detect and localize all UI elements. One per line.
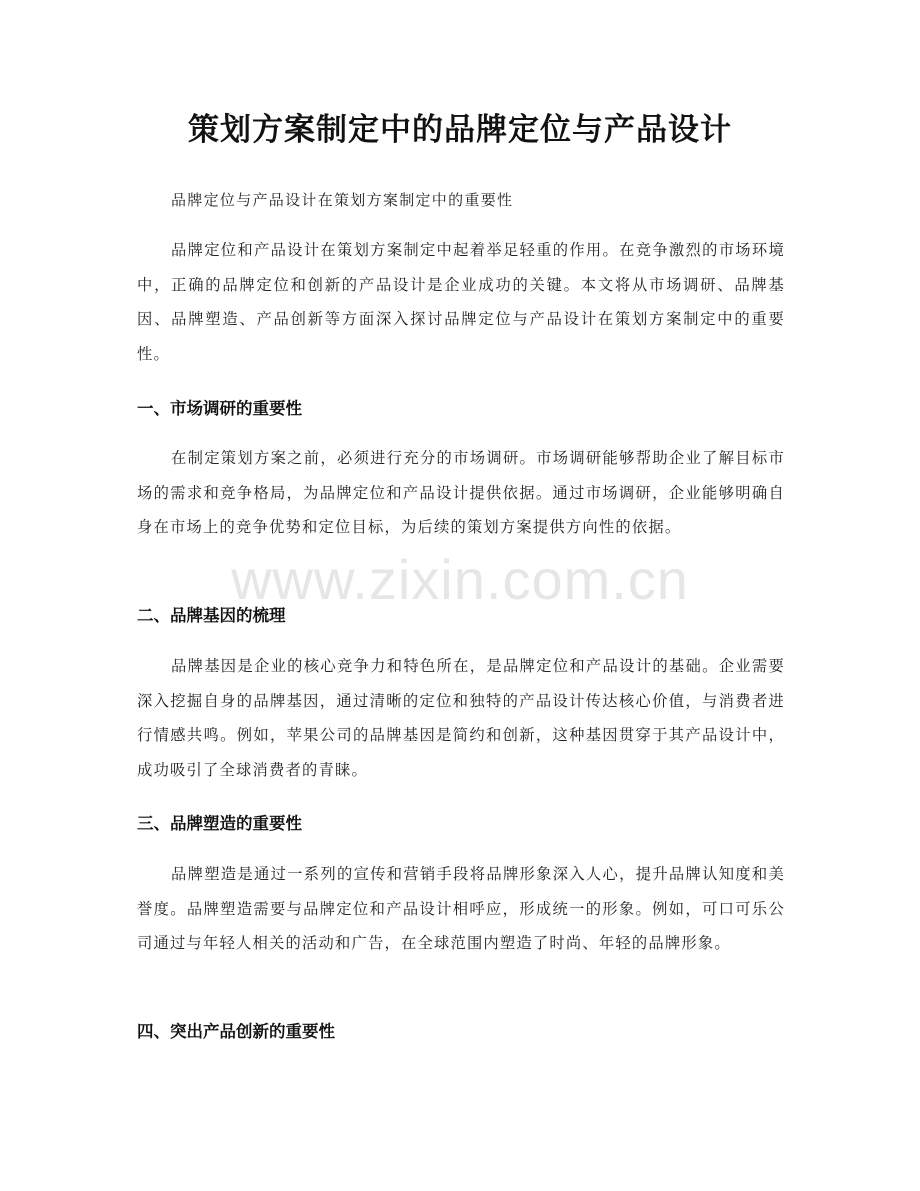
section-body-market-research: 在制定策划方案之前，必须进行充分的市场调研。市场调研能够帮助企业了解目标市场的需求和竞争格局，为品牌定位和产品设计提供依据。通过市场调研，企业能够明确自身在市场上的竞争优势和定位目标，为后续的策划方案提供方向性的依据。: [137, 449, 785, 537]
section-heading-market-research: 一、市场调研的重要性: [137, 399, 302, 418]
section-body-brand-building: 品牌塑造是通过一系列的宣传和营销手段将品牌形象深入人心，提升品牌认知度和美誉度。品牌塑造需要与品牌定位和产品设计相呼应，形成统一的形象。例如，可口可乐公司通过与年轻人相关的活动和广告，在全球范围内塑造了时尚、年轻的品牌形象。: [137, 865, 785, 953]
section-body-brand-gene: 品牌基因是企业的核心竞争力和特色所在，是品牌定位和产品设计的基础。企业需要深入挖掘自身的品牌基因，通过清晰的定位和独特的产品设计传达核心价值，与消费者进行情感共鸣。例如，苹果公司的品牌基因是简约和创新，这种基因贯穿于其产品设计中，成功吸引了全球消费者的青睐。: [137, 657, 785, 779]
document-subtitle: 品牌定位与产品设计在策划方案制定中的重要性: [171, 191, 514, 209]
section-heading-brand-gene: 二、品牌基因的梳理: [137, 606, 286, 625]
section-heading-product-innovation: 四、突出产品创新的重要性: [137, 1022, 335, 1041]
document-title: 策划方案制定中的品牌定位与产品设计: [188, 112, 732, 148]
watermark: www.zixin.com.cn: [231, 548, 689, 611]
section-heading-brand-building: 三、品牌塑造的重要性: [137, 814, 302, 833]
intro-paragraph: 品牌定位和产品设计在策划方案制定中起着举足轻重的作用。在竞争激烈的市场环境中，正确的品牌定位和创新的产品设计是企业成功的关键。本文将从市场调研、品牌基因、品牌塑造、产品创新等方面深入探讨品牌定位与产品设计在策划方案制定中的重要性。: [137, 241, 785, 363]
